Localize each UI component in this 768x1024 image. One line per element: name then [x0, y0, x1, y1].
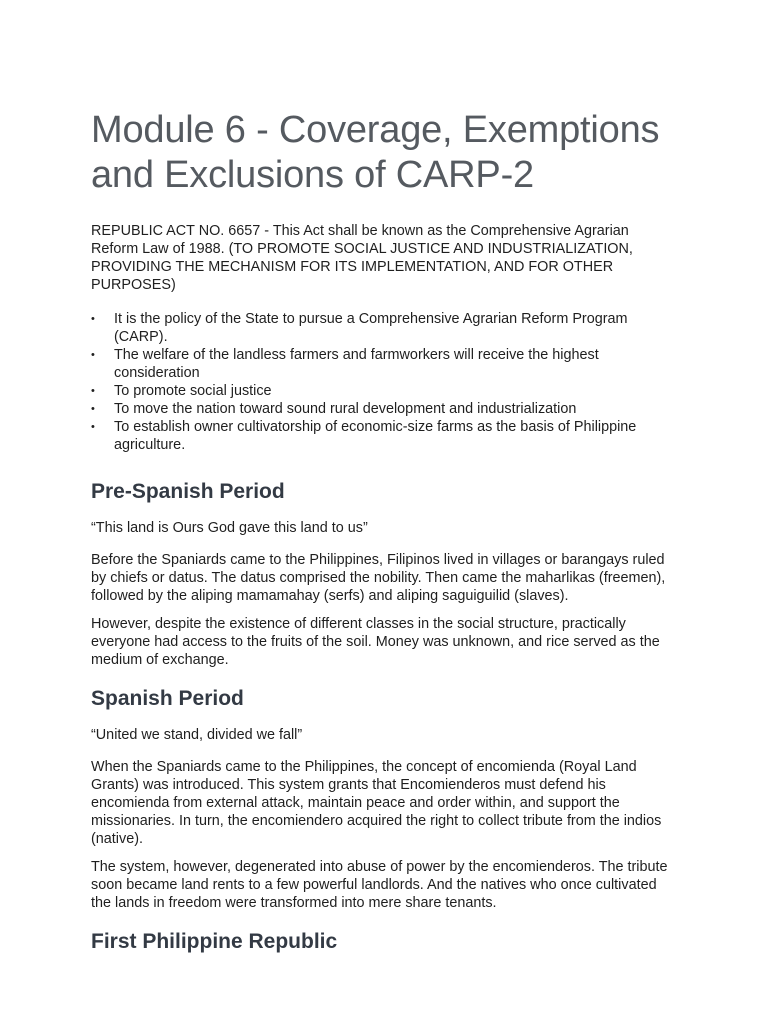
- section-paragraph: When the Spaniards came to the Philippines, the concept of encomienda (Royal Land Grants) was introduced. This system grants that Encomienderos must defend his encomienda from external attack, maintain peace and order within, and support the missionaries. In turn, the encomiendero acquired the right to collect tribute from the indios (native).: [91, 759, 662, 847]
- section-paragraph: Before the Spaniards came to the Philippines, Filipinos lived in villages or barangays ruled by chiefs or datus. The datus comprised the nobility. Then came the maharlikas (freemen), followed by the aliping mamamahay (serfs) and aliping saguiguilid (slaves).: [91, 552, 666, 604]
- document-title: Module 6 - Coverage, Exemptions and Exclusions of CARP-2: [91, 109, 660, 196]
- bullet-icon: •: [91, 421, 95, 433]
- list-item-text: To promote social justice: [114, 383, 272, 399]
- list-item: [91, 418, 668, 454]
- section-pre-spanish: [91, 479, 668, 669]
- list-item: [91, 382, 668, 400]
- list-item: [91, 346, 668, 382]
- list-item-text: To establish owner cultivatorship of economic-size farms as the basis of Philippine agriculture.: [114, 419, 637, 453]
- section-first-republic: [91, 929, 668, 955]
- list-item-text: It is the policy of the State to pursue a Comprehensive Agrarian Reform Program (CARP).: [114, 311, 628, 345]
- bullet-icon: •: [91, 349, 95, 361]
- policy-list: [91, 310, 668, 454]
- list-item: [91, 400, 668, 418]
- list-item-text: To move the nation toward sound rural development and industrialization: [114, 401, 577, 417]
- intro-paragraph: REPUBLIC ACT NO. 6657 - This Act shall be known as the Comprehensive Agrarian Reform Law of 1988. (TO PROMOTE SOCIAL JUSTICE AND INDUSTRIALIZATION, PROVIDING THE MECHANISM FOR ITS IMPLEMENTATION, AND FOR OTHER PURPOSES): [91, 223, 633, 293]
- section-heading: First Philippine Republic: [91, 930, 338, 953]
- section-paragraph: However, despite the existence of different classes in the social structure, practically everyone had access to the fruits of the soil. Money was unknown, and rice served as the medium of exchange.: [91, 616, 660, 668]
- bullet-icon: •: [91, 313, 95, 325]
- section-paragraph: The system, however, degenerated into abuse of power by the encomienderos. The tribute soon became land rents to a few powerful landlords. And the natives who once cultivated the lands in freedom were transformed into mere share tenants.: [91, 859, 668, 911]
- section-quote: “United we stand, divided we fall”: [91, 727, 303, 743]
- section-heading: Spanish Period: [91, 687, 244, 710]
- bullet-icon: •: [91, 403, 95, 415]
- list-item: [91, 310, 668, 346]
- list-item-text: The welfare of the landless farmers and farmworkers will receive the highest consideration: [114, 347, 599, 381]
- section-quote: “This land is Ours God gave this land to us”: [91, 520, 368, 536]
- bullet-icon: •: [91, 385, 95, 397]
- section-spanish: [91, 686, 668, 912]
- section-heading: Pre-Spanish Period: [91, 480, 285, 503]
